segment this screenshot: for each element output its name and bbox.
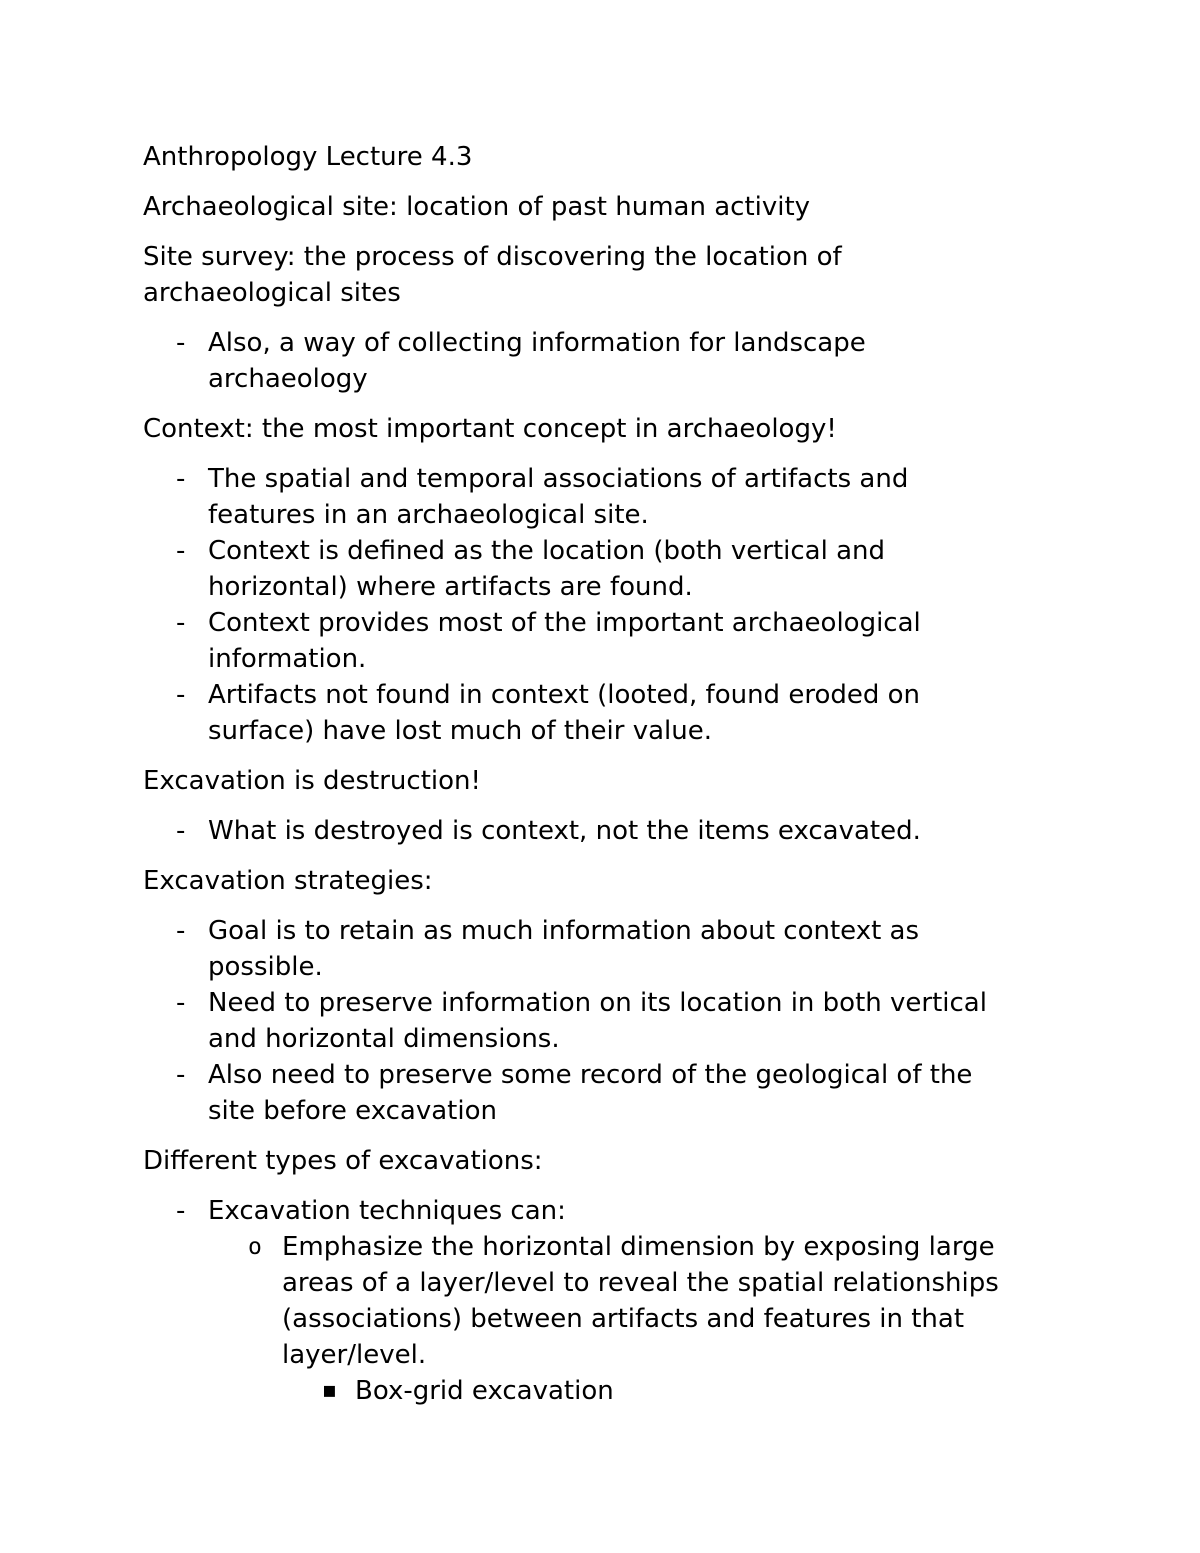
- list-item-text: [208, 677, 920, 749]
- text-line: Also need to preserve some record of the geological of the: [208, 1060, 973, 1090]
- text-line: Excavation techniques can:: [208, 1196, 566, 1226]
- text-line: surface) have lost much of their value.: [208, 716, 712, 746]
- text-line: Need to preserve information on its location in both vertical: [208, 988, 987, 1018]
- paragraph: [143, 863, 1057, 899]
- text-line: information.: [208, 644, 367, 674]
- bullet-list: [143, 1193, 1057, 1409]
- list-item: [143, 913, 1057, 985]
- text-line: site before excavation: [208, 1096, 497, 1126]
- list-item: [143, 1229, 1057, 1373]
- paragraph: [143, 239, 1057, 311]
- text-line: Excavation is destruction!: [143, 766, 481, 796]
- bullet-list: [143, 913, 1057, 1129]
- text-line: possible.: [208, 952, 323, 982]
- list-item-text: [208, 985, 987, 1057]
- paragraph: [143, 1143, 1057, 1179]
- list-item-text: [208, 325, 866, 397]
- bullet-marker: -: [176, 680, 186, 710]
- list-item: [143, 605, 1057, 677]
- paragraph: [143, 411, 1057, 447]
- bullet-marker: -: [176, 1196, 186, 1226]
- text-line: Artifacts not found in context (looted, found eroded on: [208, 680, 921, 710]
- bullet-marker: -: [176, 1060, 186, 1090]
- list-item-text: [208, 1193, 566, 1229]
- text-line: Different types of excavations:: [143, 1146, 543, 1176]
- bullet-list: [143, 461, 1057, 749]
- list-item: [143, 533, 1057, 605]
- list-item-text: [208, 533, 885, 605]
- list-item-text: [208, 1057, 972, 1129]
- text-line: layer/level.: [282, 1340, 427, 1370]
- list-item: [143, 1057, 1057, 1129]
- text-line: archaeological sites: [143, 278, 401, 308]
- text-line: Emphasize the horizontal dimension by exposing large: [282, 1232, 995, 1262]
- text-line: areas of a layer/level to reveal the spatial relationships: [282, 1268, 999, 1298]
- list-item-text: [355, 1373, 614, 1409]
- list-item: [143, 461, 1057, 533]
- bullet-list: [143, 813, 1057, 849]
- bullet-marker: o: [248, 1234, 262, 1260]
- text-line: horizontal) where artifacts are found.: [208, 572, 693, 602]
- bullet-marker: -: [176, 816, 186, 846]
- text-line: Goal is to retain as much information about context as: [208, 916, 920, 946]
- text-line: Context provides most of the important archaeological: [208, 608, 921, 638]
- paragraph: [143, 139, 1057, 175]
- text-line: and horizontal dimensions.: [208, 1024, 560, 1054]
- list-item: [143, 1373, 1057, 1409]
- bullet-marker: -: [176, 328, 186, 358]
- bullet-marker: -: [176, 536, 186, 566]
- list-item-text: [208, 813, 921, 849]
- bullet-marker: -: [176, 988, 186, 1018]
- list-item-text: [208, 461, 908, 533]
- text-line: Box-grid excavation: [355, 1376, 614, 1406]
- bullet-marker: -: [176, 916, 186, 946]
- text-line: Also, a way of collecting information for landscape: [208, 328, 866, 358]
- text-line: Site survey: the process of discovering the location of: [143, 242, 842, 272]
- text-line: features in an archaeological site.: [208, 500, 649, 530]
- list-item-text: [208, 605, 921, 677]
- text-line: (associations) between artifacts and features in that: [282, 1304, 965, 1334]
- list-item: [143, 1193, 1057, 1229]
- bullet-list: [143, 325, 1057, 397]
- text-line: Context is defined as the location (both vertical and: [208, 536, 885, 566]
- text-line: Archaeological site: location of past human activity: [143, 192, 811, 222]
- paragraph: [143, 189, 1057, 225]
- list-item: [143, 325, 1057, 397]
- text-line: archaeology: [208, 364, 368, 394]
- text-line: Excavation strategies:: [143, 866, 433, 896]
- text-line: The spatial and temporal associations of artifacts and: [208, 464, 909, 494]
- list-item-text: [282, 1229, 999, 1373]
- list-item: [143, 813, 1057, 849]
- list-item: [143, 985, 1057, 1057]
- list-item-text: [208, 913, 919, 985]
- paragraph: [143, 763, 1057, 799]
- bullet-marker: -: [176, 608, 186, 638]
- bullet-marker: -: [176, 464, 186, 494]
- text-line: What is destroyed is context, not the items excavated.: [208, 816, 921, 846]
- text-line: Context: the most important concept in archaeology!: [143, 414, 837, 444]
- bullet-marker: ▪: [322, 1378, 337, 1403]
- list-item: [143, 677, 1057, 749]
- text-line: Anthropology Lecture 4.3: [143, 142, 473, 172]
